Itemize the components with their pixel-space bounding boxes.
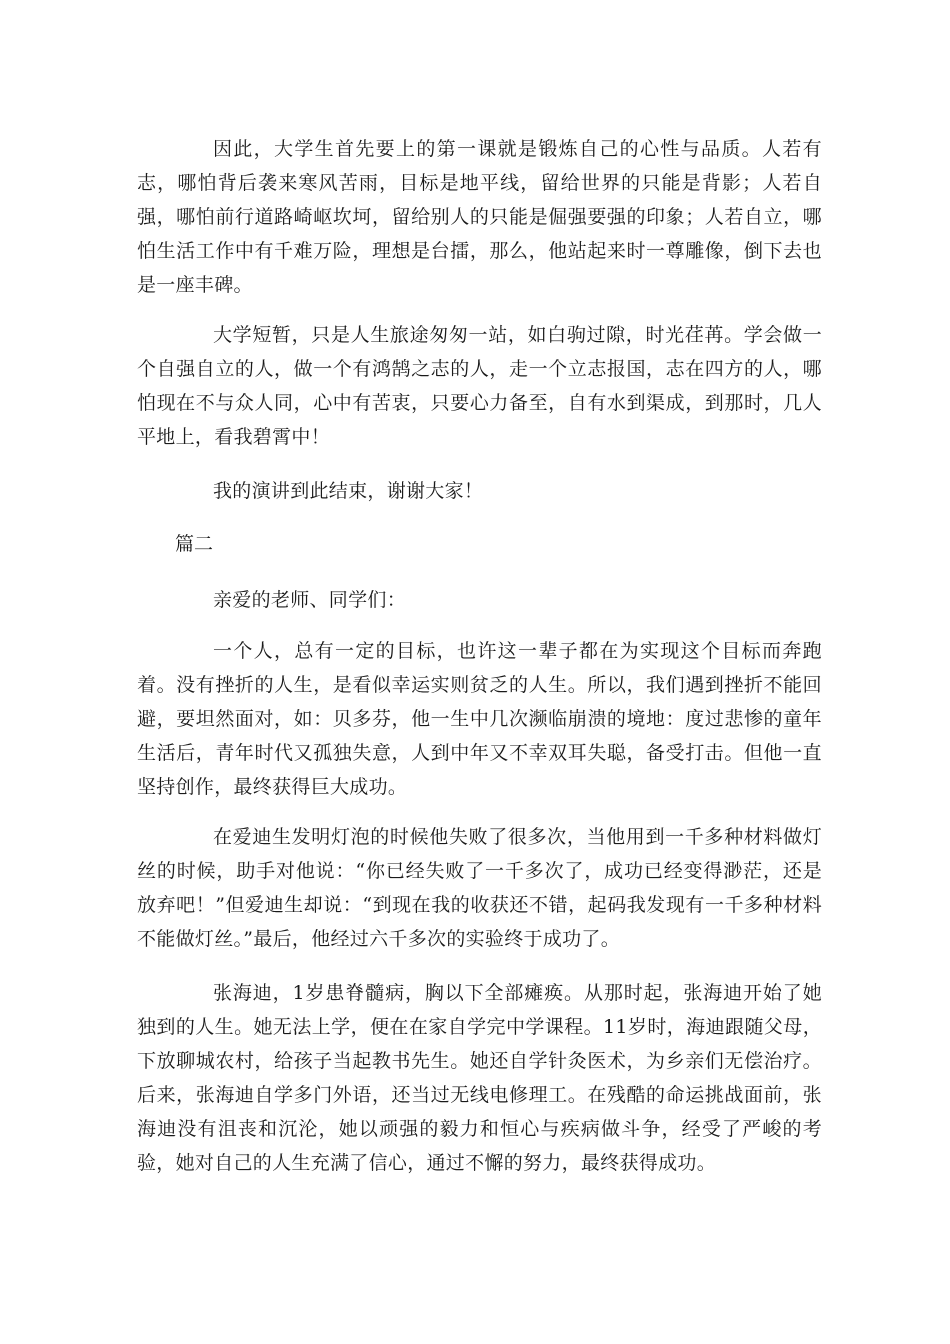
salutation: 亲爱的老师、同学们： (213, 589, 407, 611)
paragraph-self-discipline: 因此，大学生首先要上的第一课就是锻炼自己的心性与品质。人若有志，哪怕背后袭来寒风苦雨，目标是地平线，留给世界的只能是背影；人若自强，哪怕前行道路崎岖坎坷，留给别人的只能是倔强要强的印象；人若自立，哪怕生活工作中有千难万险，理想是台擂，那么，他站起来时一尊雕像，倒下去也是一座丰碑。 (137, 138, 822, 296)
paragraph-zhang-haidi: 张海迪，1岁患脊髓病，胸以下全部瘫痪。从那时起，张海迪开始了她独到的人生。她无法上学，便在在家自学完中学课程。11岁时，海迪跟随父母，下放聊城农村，给孩子当起教书先生。她还自学针灸医术，为乡亲们无偿治疗。后来，张海迪自学多门外语，还当过无线电修理工。在残酷的命运挑战面前，张海迪没有沮丧和沉沦，她以顽强的毅力和恒心与疾病做斗争，经受了严峻的考验，她对自己的人生充满了信心，通过不懈的努力，最终获得成功。 (137, 982, 822, 1174)
paragraph-edison: 在爱迪生发明灯泡的时候他失败了很多次，当他用到一千多种材料做灯丝的时候，助手对他说：“你已经失败了一千多次了，成功已经变得渺茫，还是放弃吧！”但爱迪生却说：“到现在我的收获还不错，起码我发现有一千多种材料不能做灯丝。”最后，他经过六千多次的实验终于成功了。 (137, 826, 822, 950)
paragraph-university-brief: 大学短暂，只是人生旅途匆匆一站，如白驹过隙，时光荏苒。学会做一个自强自立的人，做一个有鸿鹄之志的人，走一个立志报国，志在四方的人，哪怕现在不与众人同，心中有苦衷，只要心力备至，自有水到渠成，到那时，几人平地上，看我碧霄中！ (137, 324, 822, 448)
paragraph-closing: 我的演讲到此结束，谢谢大家！ (213, 480, 484, 502)
section-heading: 篇二 (175, 533, 214, 555)
paragraph-beethoven: 一个人，总有一定的目标，也许这一辈子都在为实现这个目标而奔跑着。没有挫折的人生，是看似幸运实则贫乏的人生。所以，我们遇到挫折不能回避，要坦然面对，如：贝多芬，他一生中几次濒临崩溃的境地：度过悲惨的童年生活后，青年时代又孤独失意，人到中年又不幸双耳失聪，备受打击。但他一直坚持创作，最终获得巨大成功。 (137, 640, 822, 798)
